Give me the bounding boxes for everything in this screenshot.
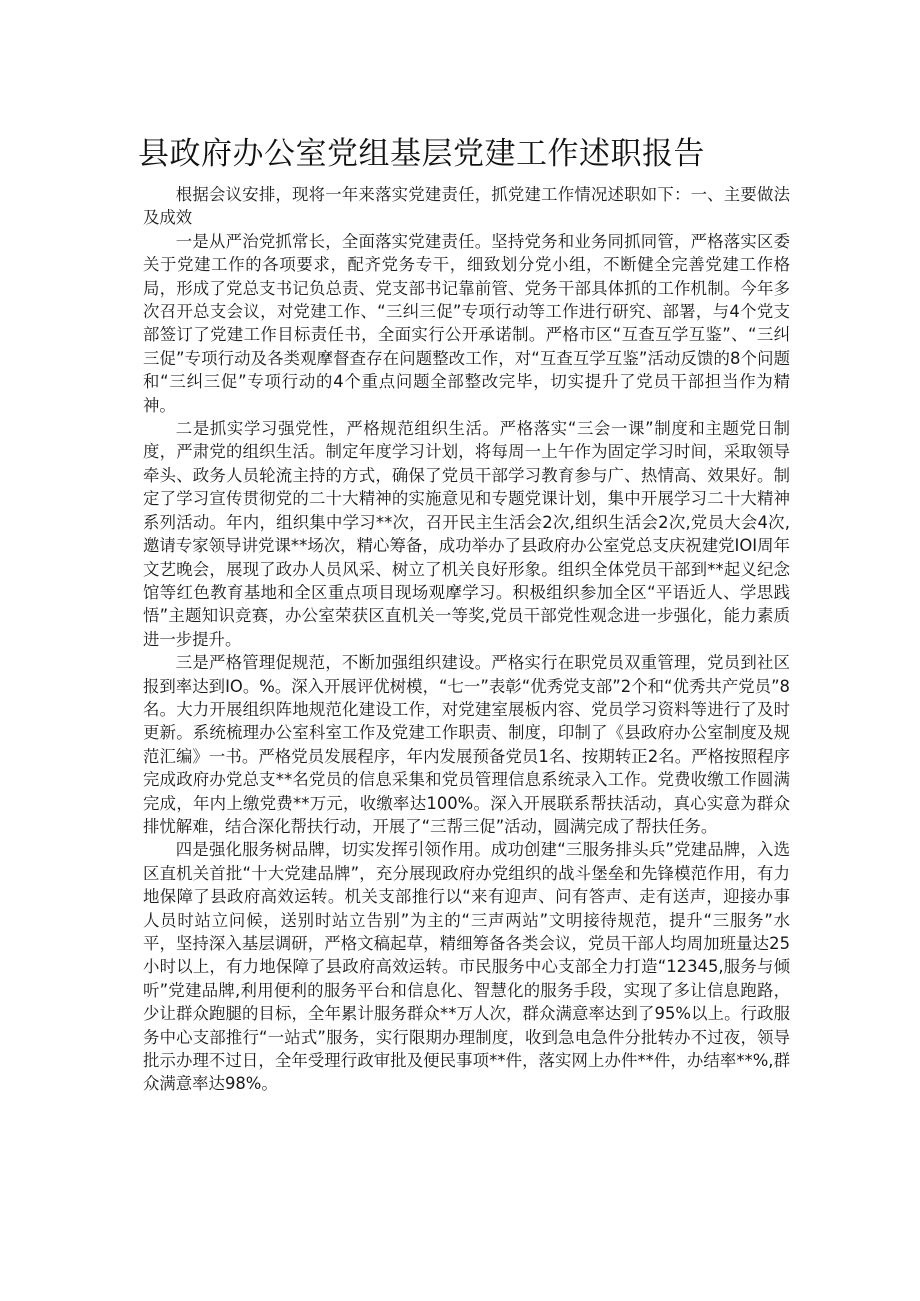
paragraph-section-2: 二是抓实学习强党性，严格规范组织生活。严格落实“三会一课”制度和主题党日制度，严肃党的组织生活。制定年度学习计划，将每周一上午作为固定学习时间，采取领导牵头、政务人员轮流主持的方式，确保了党员干部学习教育参与广、热情高、效果好。制定了学习宣传贯彻党的二十大精神的实施意见和专题党课计划，集中开展学习二十大精神系列活动。年内，组织集中学习**次，召开民主生活会2次,组织生活会2次,党员大会4次,邀请专家领导讲党课**场次，精心筹备，成功举办了县政府办公室党总支庆祝建党IOI周年文艺晚会，展现了政办人员风采、树立了机关良好形象。组织全体党员干部到**起义纪念馆等红色教育基地和全区重点项目现场观摩学习。积极组织参加全区“平语近人、学思践悟”主题知识竞赛，办公室荣获区直机关一等奖,党员干部党性观念进一步强化，能力素质进一步提升。 xyxy=(143,419,790,649)
paragraph-section-3: 三是严格管理促规范，不断加强组织建设。严格实行在职党员双重管理，党员到社区报到率达到IO。%。深入开展评优树模，“七一”表彰“优秀党支部”2个和“优秀共产党员”8名。大力开展组织阵地规范化建设工作，对党建室展板内容、党员学习资料等进行了及时更新。系统梳理办公室科室工作及党建工作职责、制度，印制了《县政府办公室制度及规范汇编》一书。严格党员发展程序，年内发展预备党员1名、按期转正2名。严格按照程序完成政府办党总支**名党员的信息采集和党员管理信息系统录入工作。党费收缴工作圆满完成，年内上缴党费**万元，收缴率达100%。深入开展联系帮扶活动，真心实意为群众排忧解难，结合深化帮扶行动，开展了“三帮三促”活动，圆满完成了帮扶任务。 xyxy=(143,653,790,836)
paragraph-section-1: 一是从严治党抓常长，全面落实党建责任。坚持党务和业务同抓同管，严格落实区委关于党建工作的各项要求，配齐党务专干，细致划分党小组，不断健全完善党建工作格局，形成了党总支书记负总责、党支部书记靠前管、党务干部具体抓的工作机制。今年多次召开总支会议，对党建工作、“三纠三促”专项行动等工作进行研究、部署，与4个党支部签订了党建工作目标责任书，全面实行公开承诺制。严格市区“互查互学互鉴”、“三纠三促”专项行动及各类观摩督查存在问题整改工作，对“互查互学互鉴”活动反馈的8个问题和“三纠三促”专项行动的4个重点问题全部整改完毕，切实提升了党员干部担当作为精神。 xyxy=(143,231,790,415)
paragraph-intro: 根据会议安排，现将一年来落实党建责任，抓党建工作情况述职如下：一、主要做法及成效 xyxy=(143,185,790,228)
document-body xyxy=(143,183,790,1096)
paragraph-section-4: 四是强化服务树品牌，切实发挥引领作用。成功创建“三服务排头兵”党建品牌，入选区直机关首批“十大党建品牌”，充分展现政府办党组织的战斗堡垒和先锋模范作用，有力地保障了县政府高效运转。机关支部推行以“来有迎声、问有答声、走有送声，迎接办事人员时站立问候，送别时站立告别”为主的“三声两站”文明接待规范，提升“三服务”水平，坚持深入基层调研，严格文稿起草，精细筹备各类会议，党员干部人均周加班量达25小时以上，有力地保障了县政府高效运转。市民服务中心支部全力打造“12345,服务与倾听”党建品牌,利用便利的服务平台和信息化、智慧化的服务手段，实现了多让信息跑路，少让群众跑腿的目标，全年累计服务群众**万人次，群众满意率达到了95%以上。行政服务中心支部推行“一站式”服务，实行限期办理制度，收到急电急件分批转办不过夜，领导批示办理不过日，全年受理行政审批及便民事项**件，落实网上办件**件，办结率**%,群众满意率达98%。 xyxy=(143,840,790,1094)
document-title: 县政府办公室党组基层党建工作述职报告 xyxy=(138,136,705,172)
